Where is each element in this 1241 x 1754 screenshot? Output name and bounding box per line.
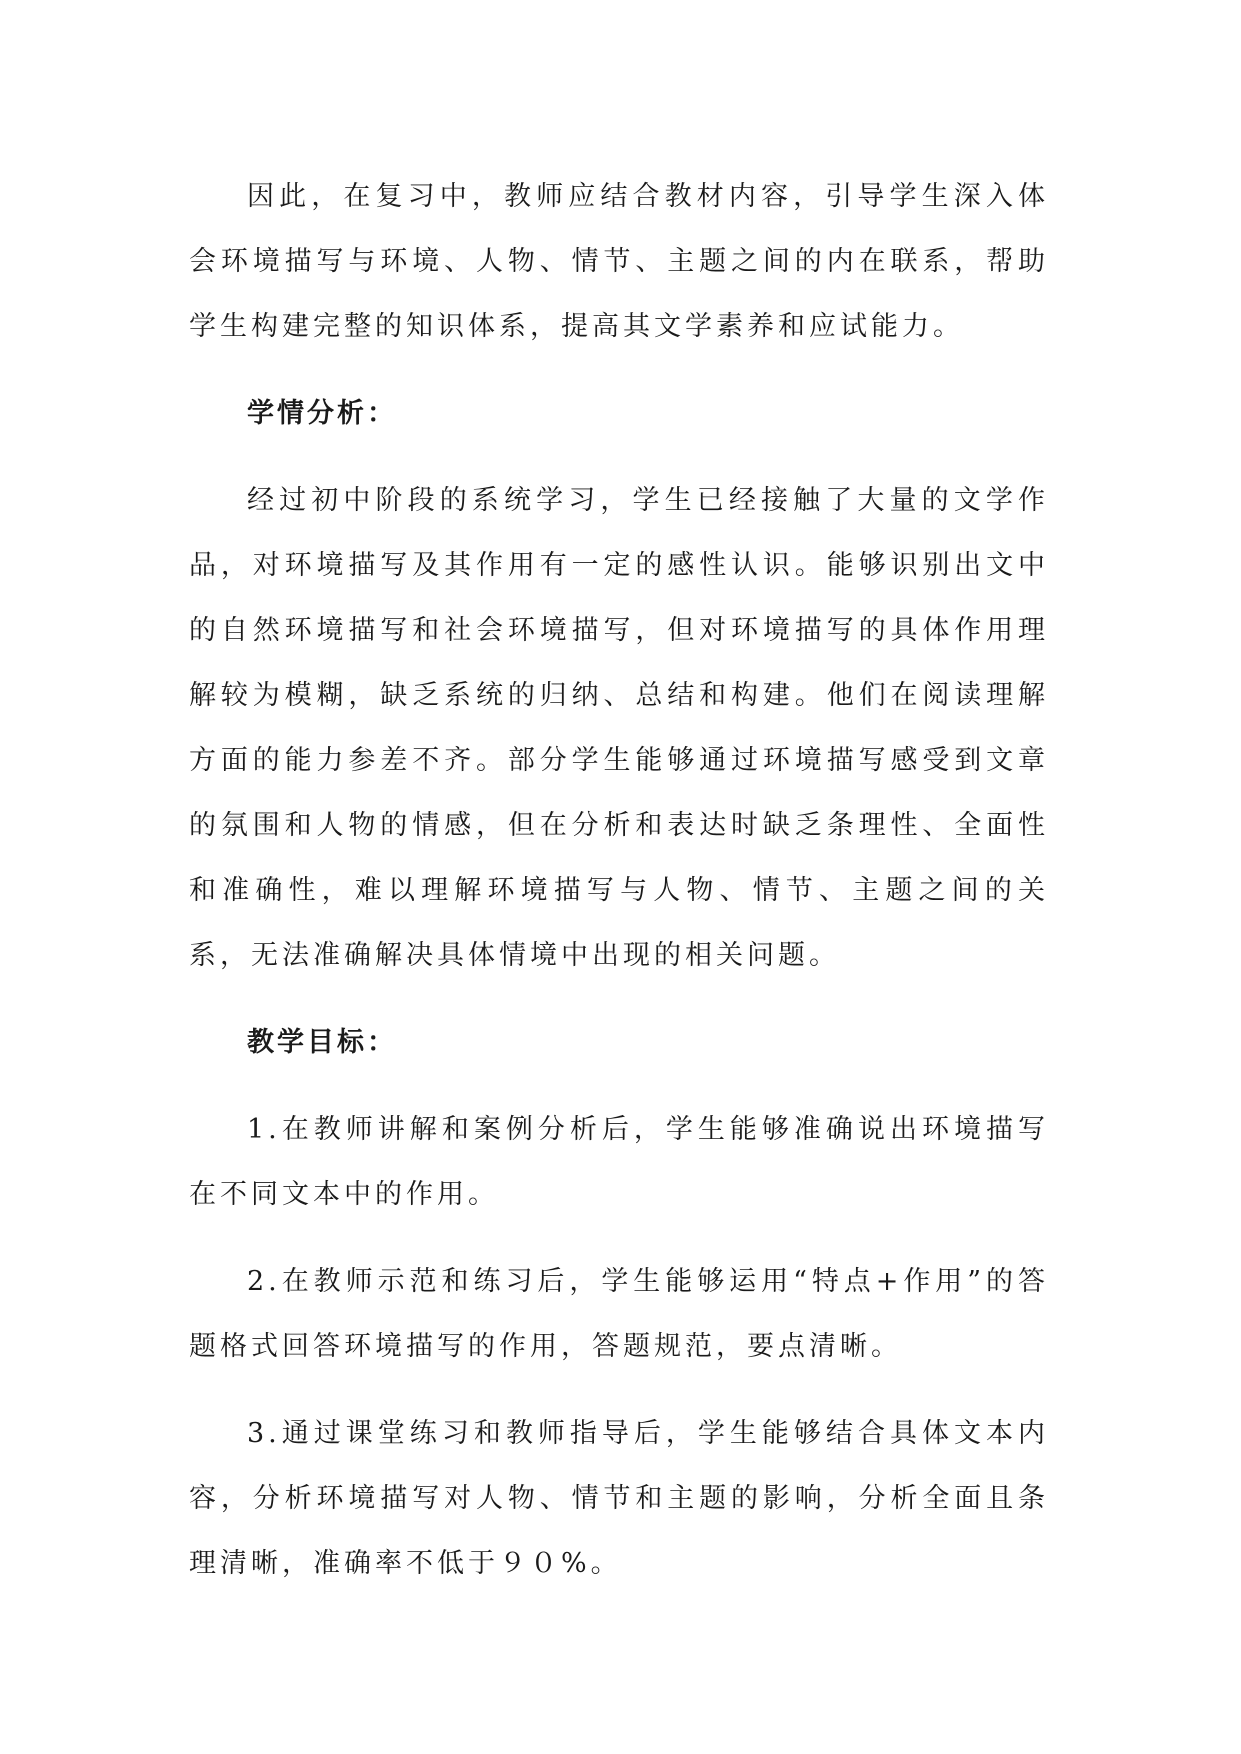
analysis-paragraph: 经过初中阶段的系统学习，学生已经接触了大量的文学作品，对环境描写及其作用有一定的感性认识。能够识别出文中的自然环境描写和社会环境描写，但对环境描写的具体作用理解较为模糊，缺乏系统的归纳、总结和构建。他们在阅读理解方面的能力参差不齐。部分学生能够通过环境描写感受到文章的氛围和人物的情感，但在分析和表达时缺乏条理性、全面性和准确性，难以理解环境描写与人物、情节、主题之间的关系，无法准确解决具体情境中出现的相关问题。 bbox=[189, 485, 1049, 971]
objective-item-1: 1.在教师讲解和案例分析后，学生能够准确说出环境描写在不同文本中的作用。 bbox=[189, 1114, 1049, 1210]
analysis-heading: 学情分析： bbox=[247, 398, 397, 429]
intro-paragraph: 因此，在复习中，教师应结合教材内容，引导学生深入体会环境描写与环境、人物、情节、主题之间的内在联系，帮助学生构建完整的知识体系，提高其文学素养和应试能力。 bbox=[189, 181, 1049, 342]
objective-item-3: 3.通过课堂练习和教师指导后，学生能够结合具体文本内容，分析环境描写对人物、情节和主题的影响，分析全面且条理清晰，准确率不低于９０%。 bbox=[189, 1418, 1049, 1579]
document-page bbox=[189, 164, 1049, 1596]
objectives-heading: 教学目标： bbox=[247, 1027, 397, 1058]
objective-item-2: 2.在教师示范和练习后，学生能够运用“特点+作用”的答题格式回答环境描写的作用，答题规范，要点清晰。 bbox=[189, 1266, 1049, 1362]
